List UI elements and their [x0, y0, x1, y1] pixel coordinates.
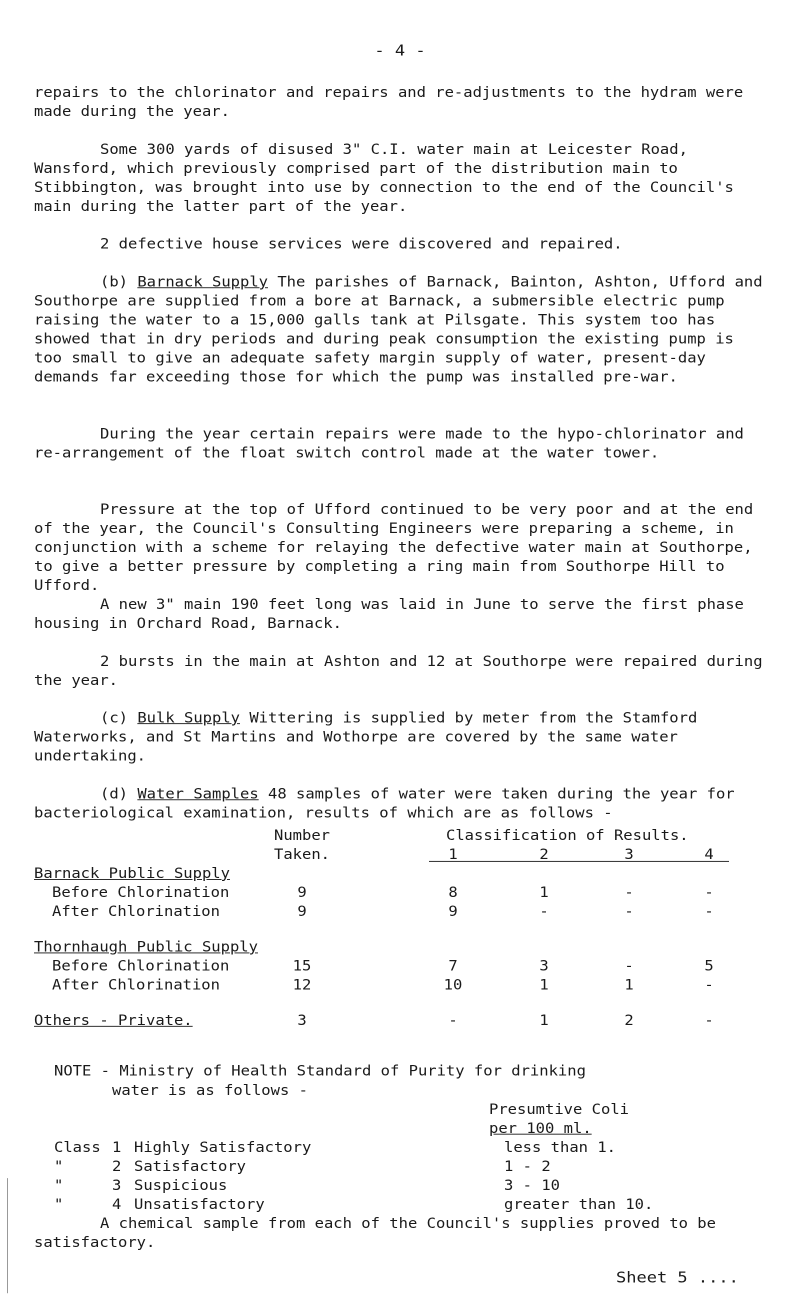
section-heading-water-samples: Water Samples — [137, 785, 259, 803]
cell-class-3: 2 — [624, 1012, 634, 1029]
cell-number: 15 — [292, 957, 312, 975]
class-value: 1 - 2 — [504, 1158, 551, 1175]
group-title-text: Thornhaugh Public Supply — [34, 938, 258, 956]
col-head-coli: Presumtive Coli — [489, 1101, 629, 1118]
class-number: 3 — [112, 1177, 122, 1194]
row-label: After Chlorination — [52, 903, 220, 920]
class-col-3: 3 — [624, 846, 634, 863]
class-description: Satisfactory — [134, 1158, 246, 1175]
cell-class-1: 10 — [443, 976, 463, 994]
paragraph-text: 48 samples of water were taken during the year for bacteriological examination, results of which are as follows - — [34, 785, 735, 822]
cell-class-1: 9 — [448, 903, 458, 920]
class-number: 1 — [112, 1139, 122, 1156]
table-header-row-2 — [34, 846, 774, 865]
results-table — [34, 827, 774, 1031]
cell-number: 9 — [297, 884, 307, 901]
list-item — [34, 1157, 774, 1176]
paragraph-ufford-pressure — [34, 500, 769, 595]
table-row — [34, 884, 774, 903]
paragraph-bursts — [34, 653, 769, 691]
cell-class-2: 1 — [539, 1012, 549, 1029]
class-description: Unsatisfactory — [134, 1196, 265, 1213]
cell-class-3: - — [624, 884, 634, 901]
section-letter: (d) — [100, 785, 128, 803]
row-label-text: Others - Private. — [34, 1012, 193, 1029]
col-head-per-ml — [489, 1119, 592, 1138]
page-number: - 4 - — [374, 41, 426, 60]
row-label: After Chlorination — [52, 976, 220, 994]
list-item — [34, 1176, 774, 1195]
class-prefix: Class — [54, 1139, 101, 1156]
cell-number: 12 — [292, 976, 312, 994]
class-value: 3 - 10 — [504, 1177, 560, 1194]
note-intro: NOTE - Ministry of Health Standard of Purity for drinking — [54, 1063, 586, 1080]
table-header-row — [34, 827, 774, 846]
note-row — [34, 1081, 774, 1100]
class-value: greater than 10. — [504, 1196, 654, 1213]
group-title-thornhaugh — [34, 938, 258, 957]
paragraph-text: Wittering is supplied by meter from the Stamford Waterworks, and St Martins and Wothorpe are covered by the same water undertaking. — [34, 709, 698, 764]
cell-class-3: - — [624, 903, 634, 920]
cell-class-2: 1 — [539, 976, 549, 994]
class-prefix: " — [54, 1177, 64, 1194]
ministry-note — [34, 1062, 774, 1100]
group-title-barnack — [34, 865, 230, 884]
edge-line — [7, 1178, 8, 1293]
table-row — [34, 1011, 774, 1030]
row-label-others — [34, 1011, 193, 1030]
paragraph-text: Some 300 yards of disused 3" C.I. water main at Leicester Road, Wansford, which previously comprised part of the distribution main to Stibbington, was brought into use by connection to the end of the Council's main during the latter part of the year. — [34, 141, 734, 215]
cell-class-4: - — [704, 884, 714, 901]
cell-class-2: 1 — [539, 884, 549, 901]
section-heading-barnack-supply: Barnack Supply — [137, 273, 268, 290]
section-letter: (b) — [100, 273, 128, 290]
group-title-text: Barnack Public Supply — [34, 865, 230, 882]
paragraph-barnack-supply — [34, 273, 769, 387]
header-rule — [429, 861, 729, 862]
section-letter: (c) — [100, 709, 128, 726]
standards-classes — [34, 1138, 774, 1214]
paragraph-hypochlorinator — [34, 425, 769, 463]
class-prefix: " — [54, 1196, 64, 1213]
paragraph-text: A new 3" main 190 feet long was laid in June to serve the first phase housing in Orchard Road, Barnack. — [34, 596, 744, 632]
class-value: less than 1. — [504, 1139, 616, 1156]
cell-class-2: 3 — [539, 957, 549, 975]
spacer — [34, 922, 774, 938]
paragraph-text: Pressure at the top of Ufford continued to be very poor and at the end of the year, the Council's Consulting Engineers were preparing a scheme, in conjunction with a scheme for relaying the defective water main at Southorpe, to give a better pressure by completing a ring main from Southorpe Hill to Ufford. — [34, 501, 754, 594]
note-intro-2: water is as follows - — [112, 1082, 308, 1099]
header-taken: Taken. — [274, 846, 330, 863]
class-description: Highly Satisfactory — [134, 1139, 312, 1156]
class-col-4: 4 — [704, 846, 714, 863]
cell-class-4: 5 — [704, 957, 714, 975]
cell-class-2: - — [539, 903, 549, 920]
table-row — [34, 903, 774, 922]
paragraph-text: During the year certain repairs were made to the hypo-chlorinator and re-arrangement of the float switch control made at the water tower. — [34, 425, 744, 462]
table-row — [34, 957, 774, 976]
section-heading-bulk-supply: Bulk Supply — [137, 709, 240, 726]
col-head-per-ml-text: per 100 ml. — [489, 1120, 592, 1137]
class-number: 2 — [112, 1158, 122, 1175]
group-title-row — [34, 865, 774, 884]
cell-class-4: - — [704, 976, 714, 994]
table-row — [34, 976, 774, 995]
paragraph-chlorinator-repairs: repairs to the chlorinator and repairs and re-adjustments to the hydram were made during the year. — [34, 84, 744, 120]
cell-class-1: - — [448, 1012, 458, 1029]
note-row — [34, 1119, 774, 1138]
paragraph-text: A chemical sample from each of the Council's supplies proved to be satisfactory. — [34, 1215, 716, 1251]
paragraph-orchard-road-main — [34, 595, 769, 633]
row-label: Before Chlorination — [52, 957, 230, 975]
cell-class-1: 7 — [448, 957, 458, 975]
paragraph-text: The parishes of Barnack, Bainton, Ashton, Ufford and Southorpe are supplied from a bore at Barnack, a submersible electric pump raising the water to a 15,000 galls tank at Pilsgate. This system too has showed that in dry periods and during peak consumption the existing pump is too small to give an adequate safety margin supply of water, present-day demands far exceeding those for which the pump was installed pre-war. — [34, 273, 763, 386]
paragraph-text: 2 bursts in the main at Ashton and 12 at Southorpe were repaired during the year. — [34, 653, 763, 689]
paragraph-text: 2 defective house services were discovered and repaired. — [100, 235, 623, 252]
paragraph-bulk-supply — [34, 709, 769, 766]
list-item — [34, 1138, 774, 1157]
row-label: Before Chlorination — [52, 884, 230, 901]
note-row — [34, 1062, 774, 1081]
group-title-row — [34, 938, 774, 957]
paragraph-leicester-road-main — [34, 140, 769, 216]
note-row — [34, 1100, 774, 1119]
paragraph-defective-services — [34, 235, 769, 254]
cell-class-1: 8 — [448, 884, 458, 901]
spacer — [34, 995, 774, 1011]
header-number: Number — [274, 827, 330, 844]
class-number: 4 — [112, 1196, 122, 1213]
header-classification: Classification of Results. — [446, 827, 689, 844]
cell-class-4: - — [704, 1012, 714, 1029]
cell-number: 9 — [297, 903, 307, 920]
class-col-2: 2 — [539, 846, 549, 863]
cell-number: 3 — [297, 1012, 307, 1029]
cell-class-3: 1 — [624, 976, 634, 994]
paragraph-water-samples — [34, 785, 769, 823]
cell-class-3: - — [624, 957, 634, 975]
standards-table — [34, 1100, 774, 1138]
list-item — [34, 1195, 774, 1214]
sheet-label: Sheet 5 .... — [616, 1268, 739, 1287]
class-description: Suspicious — [134, 1177, 228, 1194]
class-col-1: 1 — [448, 846, 458, 863]
paragraph-chemical-sample — [34, 1214, 769, 1252]
class-prefix: " — [54, 1158, 64, 1175]
cell-class-4: - — [704, 903, 714, 920]
